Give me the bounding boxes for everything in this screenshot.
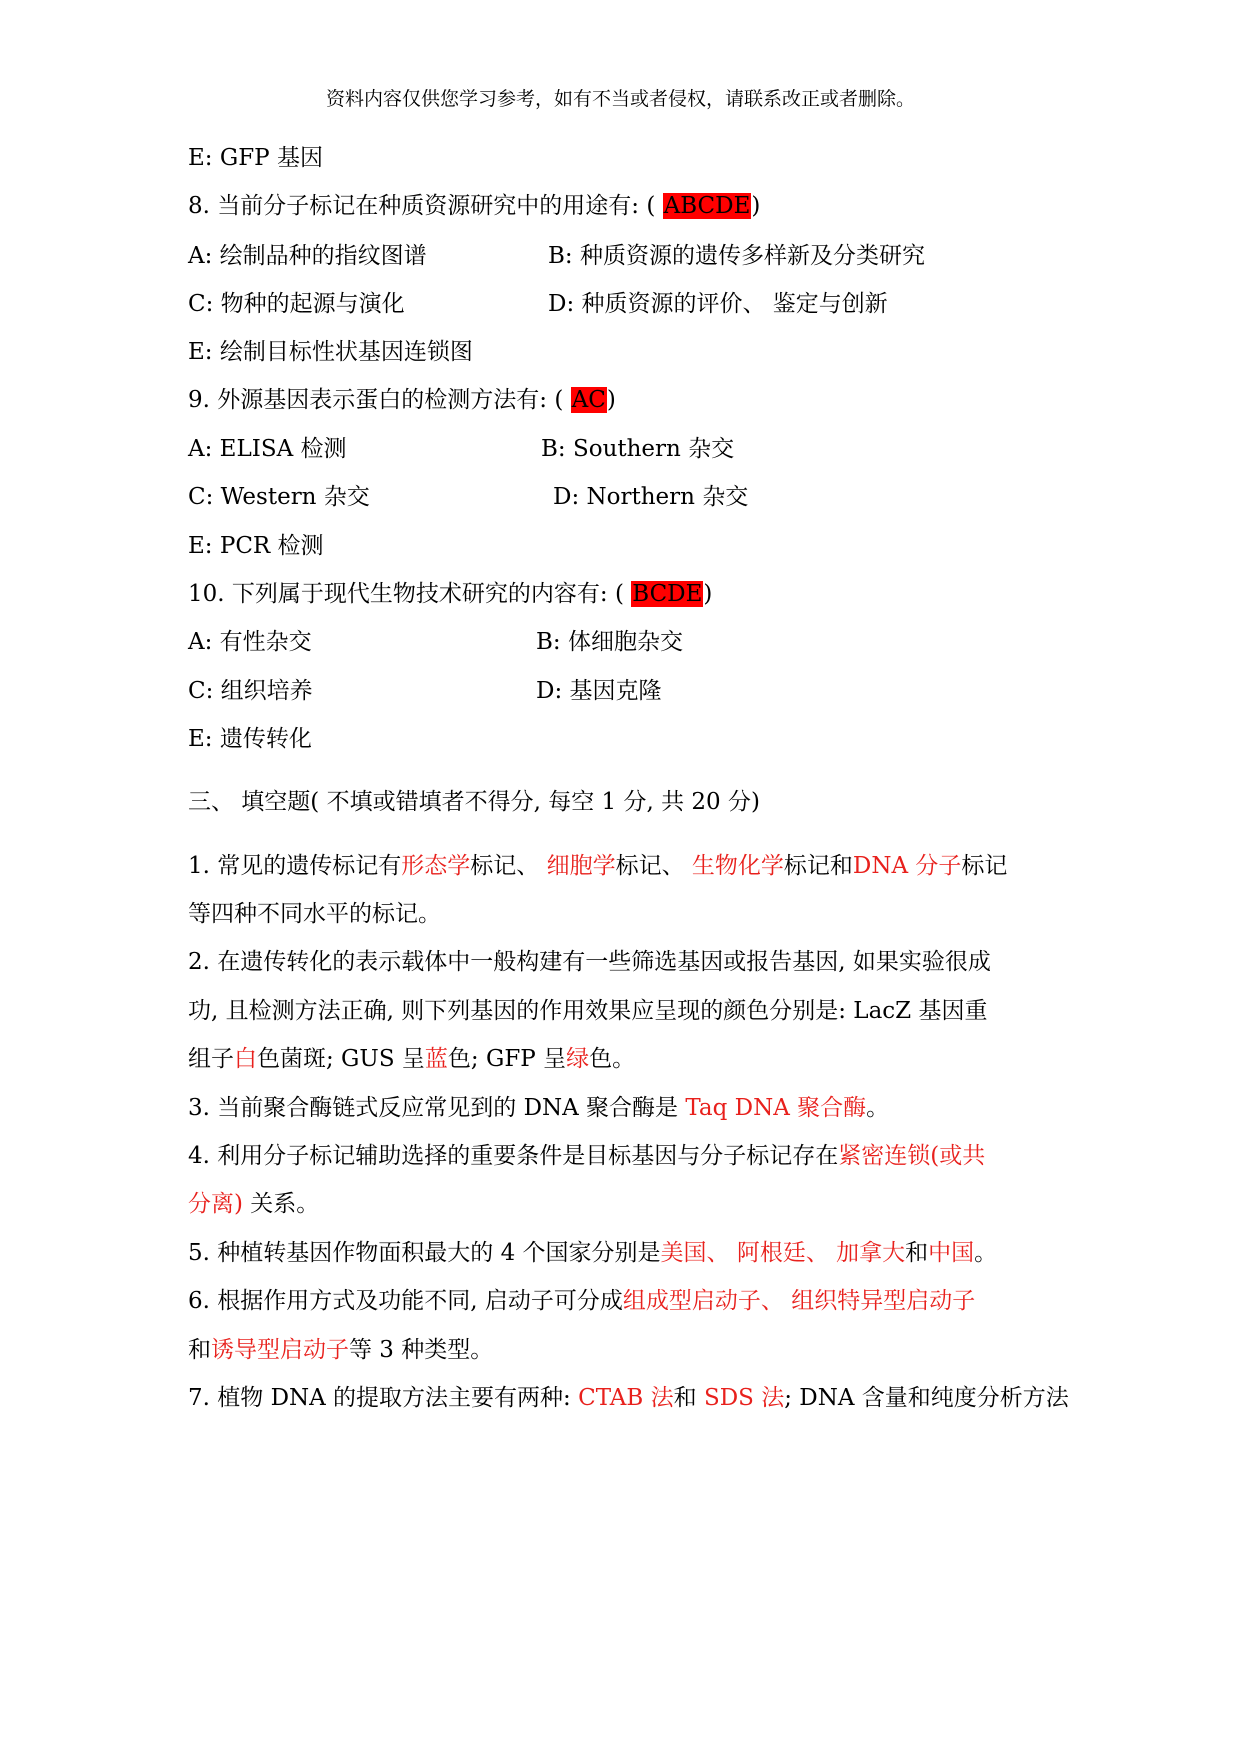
fill-6-line-2 xyxy=(188,1334,493,1366)
fill-2-answer-2: 蓝 xyxy=(424,1046,448,1072)
fill-5-text: 5. 种植转基因作物面积最大的 4 个国家分别是 xyxy=(188,1240,661,1266)
fill-4-text: 关系。 xyxy=(242,1191,320,1217)
fill-1-answer-3: 生物化学 xyxy=(691,853,784,879)
q7-option-e: E: GFP 基因 xyxy=(188,145,323,171)
fill-4-line-1 xyxy=(188,1140,985,1172)
fill-5-text: 和 xyxy=(905,1240,929,1266)
fill-2-answer-3: 绿 xyxy=(566,1046,590,1072)
fill-3-answer-1: Taq DNA 聚合酶 xyxy=(685,1095,867,1121)
q9-option-d: D: Northern 杂交 xyxy=(553,484,749,510)
fill-7-line-1 xyxy=(188,1382,1069,1414)
q9-option-a: A: ELISA 检测 xyxy=(188,436,347,462)
fill-1-text: 标记、 xyxy=(470,853,547,879)
fill-2-line-1: 2. 在遗传转化的表示载体中一般构建有一些筛选基因或报告基因, 如果实验很成 xyxy=(188,949,991,975)
fill-6-answer-1: 组成型启动子、 组织特异型启动子 xyxy=(622,1288,976,1314)
fill-1-line-2: 等四种不同水平的标记。 xyxy=(188,901,441,927)
fill-4-answer-1: 紧密连锁(或共 xyxy=(838,1143,986,1169)
q9-close: ) xyxy=(606,387,616,413)
q8-option-a: A: 绘制品种的指纹图谱 xyxy=(188,243,427,269)
fill-6-line-1 xyxy=(188,1285,975,1317)
q8-answer: ABCDE xyxy=(663,193,751,219)
fill-1-line-1 xyxy=(188,850,1007,882)
fill-1-text: 标记和 xyxy=(783,853,853,879)
fill-7-text: ; DNA 含量和纯度分析方法 xyxy=(784,1385,1069,1411)
q8-stem xyxy=(188,190,760,222)
fill-1-text: 标记 xyxy=(961,853,1008,879)
q9-option-e: E: PCR 检测 xyxy=(188,533,324,559)
fill-4-text: 4. 利用分子标记辅助选择的重要条件是目标基因与分子标记存在 xyxy=(188,1143,839,1169)
fill-6-text: 和 xyxy=(188,1337,211,1363)
q10-stem xyxy=(188,578,712,610)
fill-6-answer-2: 诱导型启动子 xyxy=(211,1337,349,1363)
fill-7-text: 7. 植物 DNA 的提取方法主要有两种: xyxy=(188,1385,579,1411)
fill-7-text: 和 xyxy=(673,1385,704,1411)
fill-1-text: 标记、 xyxy=(615,853,692,879)
page-header-disclaimer: 资料内容仅供您学习参考，如有不当或者侵权，请联系改正或者删除。 xyxy=(325,88,915,110)
fill-2-answer-1: 白 xyxy=(234,1046,257,1072)
fill-5-text: 。 xyxy=(974,1240,998,1266)
q10-answer: BCDE xyxy=(632,581,703,607)
fill-2-text: 色; GFP 呈 xyxy=(447,1046,567,1072)
fill-2-line-2: 功, 且检测方法正确, 则下列基因的作用效果应呈现的颜色分别是: LacZ 基因重 xyxy=(188,998,988,1024)
q10-option-b: B: 体细胞杂交 xyxy=(536,629,683,655)
q9-option-c: C: Western 杂交 xyxy=(188,484,370,510)
fill-7-answer-1: CTAB 法 xyxy=(578,1385,674,1411)
fill-7-answer-2: SDS 法 xyxy=(703,1385,785,1411)
fill-6-text: 等 3 种类型。 xyxy=(349,1337,494,1363)
q10-close: ) xyxy=(703,581,713,607)
fill-6-text: 6. 根据作用方式及功能不同, 启动子可分成 xyxy=(188,1288,623,1314)
fill-5-line-1 xyxy=(188,1237,997,1269)
q9-answer: AC xyxy=(571,387,606,413)
fill-2-text: 组子 xyxy=(188,1046,234,1072)
fill-2-line-3 xyxy=(188,1043,635,1075)
fill-4-line-2 xyxy=(188,1188,319,1220)
fill-2-text: 色。 xyxy=(589,1046,636,1072)
fill-3-text: 。 xyxy=(866,1095,890,1121)
section-3-heading: 三、 填空题( 不填或错填者不得分, 每空 1 分, 共 20 分) xyxy=(188,789,760,815)
q9-stem-text: 9. 外源基因表示蛋白的检测方法有: ( xyxy=(188,387,571,413)
fill-4-answer-2: 分离) xyxy=(188,1191,243,1217)
q8-option-d: D: 种质资源的评价、 鉴定与创新 xyxy=(548,291,888,317)
fill-5-answer-1: 美国、 阿根廷、 加拿大 xyxy=(660,1240,906,1266)
fill-5-answer-2: 中国 xyxy=(928,1240,975,1266)
q10-option-d: D: 基因克隆 xyxy=(536,678,662,704)
q8-close: ) xyxy=(751,193,761,219)
q8-stem-text: 8. 当前分子标记在种质资源研究中的用途有: ( xyxy=(188,193,663,219)
fill-3-line-1 xyxy=(188,1092,889,1124)
q10-stem-text: 10. 下列属于现代生物技术研究的内容有: ( xyxy=(188,581,632,607)
fill-3-text: 3. 当前聚合酶链式反应常见到的 DNA 聚合酶是 xyxy=(188,1095,686,1121)
q8-option-c: C: 物种的起源与演化 xyxy=(188,291,405,317)
q10-option-a: A: 有性杂交 xyxy=(188,629,312,655)
q8-option-e: E: 绘制目标性状基因连锁图 xyxy=(188,339,473,365)
fill-1-answer-2: 细胞学 xyxy=(546,853,616,879)
fill-1-text: 1. 常见的遗传标记有 xyxy=(188,853,402,879)
q8-option-b: B: 种质资源的遗传多样新及分类研究 xyxy=(548,243,925,269)
q10-option-c: C: 组织培养 xyxy=(188,678,313,704)
fill-2-text: 色菌斑; GUS 呈 xyxy=(257,1046,425,1072)
q9-option-b: B: Southern 杂交 xyxy=(541,436,735,462)
fill-1-answer-4: DNA 分子 xyxy=(852,853,962,879)
fill-1-answer-1: 形态学 xyxy=(401,853,471,879)
q10-option-e: E: 遗传转化 xyxy=(188,726,312,752)
q9-stem xyxy=(188,384,616,416)
